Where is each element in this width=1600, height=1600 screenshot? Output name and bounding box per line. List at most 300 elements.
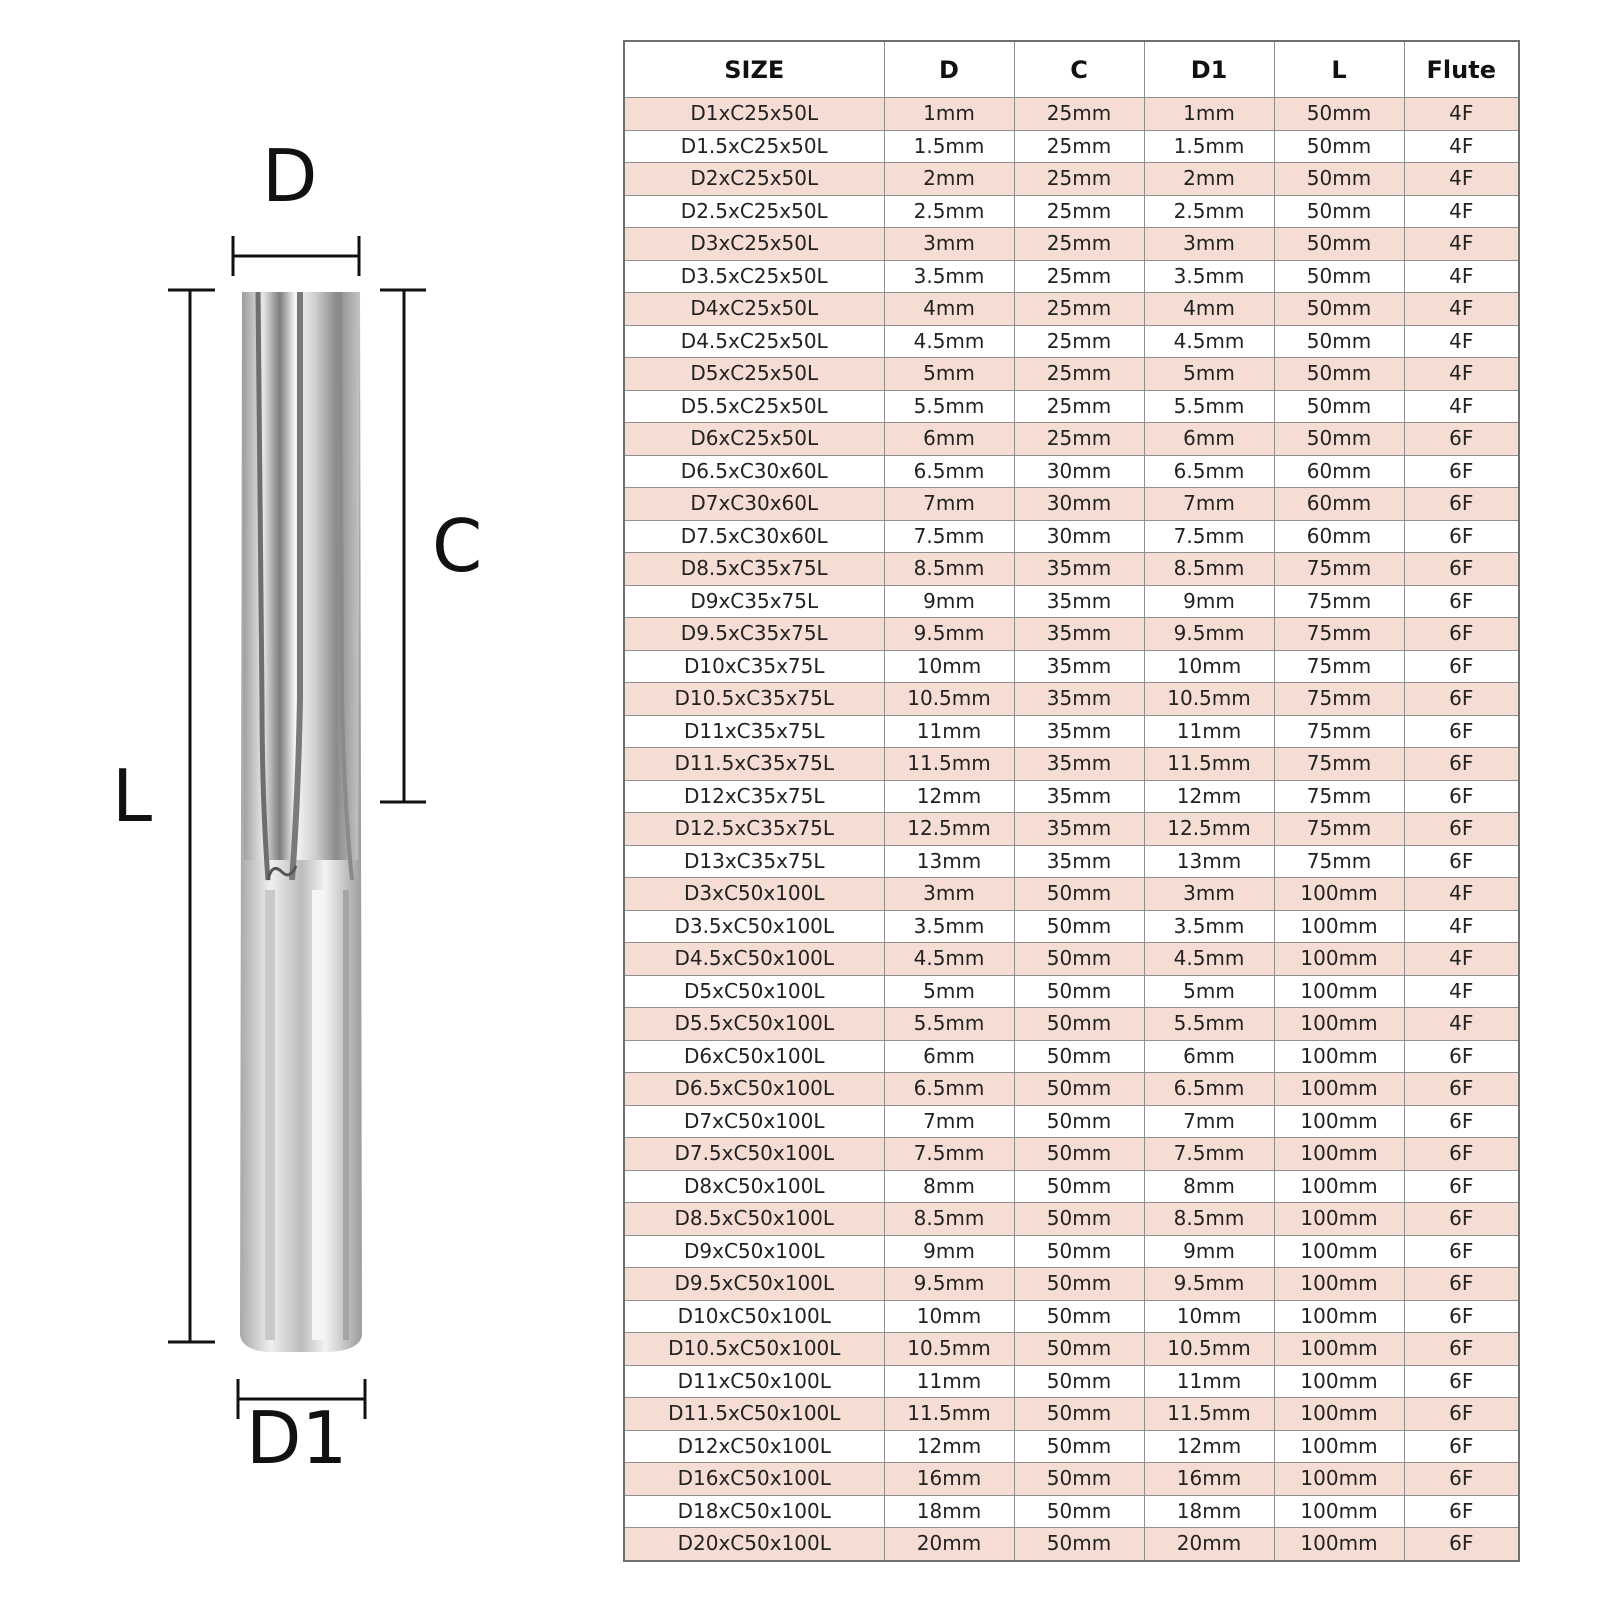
cell-c: 25mm xyxy=(1014,260,1144,293)
header-flute: Flute xyxy=(1404,41,1519,98)
cell-size: D11xC50x100L xyxy=(624,1365,884,1398)
cell-flute: 4F xyxy=(1404,1008,1519,1041)
cell-size: D18xC50x100L xyxy=(624,1495,884,1528)
cell-l: 75mm xyxy=(1274,813,1404,846)
dimension-d-line xyxy=(233,236,359,276)
cell-d1: 1.5mm xyxy=(1144,130,1274,163)
cell-l: 50mm xyxy=(1274,195,1404,228)
cell-d1: 18mm xyxy=(1144,1495,1274,1528)
cell-d: 11.5mm xyxy=(884,748,1014,781)
cell-d1: 11mm xyxy=(1144,715,1274,748)
cell-d1: 4.5mm xyxy=(1144,943,1274,976)
cell-c: 50mm xyxy=(1014,1495,1144,1528)
cell-size: D10xC35x75L xyxy=(624,650,884,683)
cell-d: 3.5mm xyxy=(884,260,1014,293)
table-row xyxy=(624,1040,1519,1073)
table-row xyxy=(624,715,1519,748)
cell-d: 8.5mm xyxy=(884,1203,1014,1236)
cell-c: 50mm xyxy=(1014,1365,1144,1398)
table-row xyxy=(624,260,1519,293)
cell-d: 7mm xyxy=(884,488,1014,521)
cell-size: D6.5xC50x100L xyxy=(624,1073,884,1106)
cell-l: 100mm xyxy=(1274,1040,1404,1073)
cell-l: 100mm xyxy=(1274,1073,1404,1106)
table-row xyxy=(624,585,1519,618)
cell-c: 35mm xyxy=(1014,683,1144,716)
table-row xyxy=(624,780,1519,813)
cell-d1: 6mm xyxy=(1144,1040,1274,1073)
cell-flute: 6F xyxy=(1404,683,1519,716)
cell-flute: 6F xyxy=(1404,1495,1519,1528)
cell-d1: 3mm xyxy=(1144,878,1274,911)
cell-d: 3.5mm xyxy=(884,910,1014,943)
cell-d: 9mm xyxy=(884,1235,1014,1268)
cell-d1: 7.5mm xyxy=(1144,1138,1274,1171)
header-size: SIZE xyxy=(624,41,884,98)
cell-size: D8.5xC50x100L xyxy=(624,1203,884,1236)
cell-l: 60mm xyxy=(1274,520,1404,553)
cell-flute: 4F xyxy=(1404,130,1519,163)
cell-c: 25mm xyxy=(1014,130,1144,163)
table-body xyxy=(624,98,1519,1561)
cell-c: 50mm xyxy=(1014,910,1144,943)
cell-d1: 8mm xyxy=(1144,1170,1274,1203)
cell-flute: 4F xyxy=(1404,98,1519,131)
cell-d: 4mm xyxy=(884,293,1014,326)
cell-d1: 11.5mm xyxy=(1144,748,1274,781)
cell-d1: 3.5mm xyxy=(1144,910,1274,943)
cell-l: 100mm xyxy=(1274,1008,1404,1041)
cell-d1: 4.5mm xyxy=(1144,325,1274,358)
cell-d: 3mm xyxy=(884,228,1014,261)
table-row xyxy=(624,650,1519,683)
cell-d: 1.5mm xyxy=(884,130,1014,163)
cell-d: 7.5mm xyxy=(884,1138,1014,1171)
cell-d: 5mm xyxy=(884,975,1014,1008)
cell-flute: 6F xyxy=(1404,1333,1519,1366)
cell-flute: 6F xyxy=(1404,455,1519,488)
cell-l: 50mm xyxy=(1274,130,1404,163)
header-c: C xyxy=(1014,41,1144,98)
cell-size: D4xC25x50L xyxy=(624,293,884,326)
cell-d1: 5.5mm xyxy=(1144,1008,1274,1041)
cell-c: 25mm xyxy=(1014,98,1144,131)
cell-l: 100mm xyxy=(1274,910,1404,943)
cell-c: 50mm xyxy=(1014,1073,1144,1106)
cell-size: D10.5xC50x100L xyxy=(624,1333,884,1366)
cell-l: 100mm xyxy=(1274,1495,1404,1528)
cell-flute: 4F xyxy=(1404,163,1519,196)
cell-c: 30mm xyxy=(1014,455,1144,488)
cell-d1: 6mm xyxy=(1144,423,1274,456)
cell-d1: 6.5mm xyxy=(1144,1073,1274,1106)
table-row xyxy=(624,1138,1519,1171)
cell-size: D1.5xC25x50L xyxy=(624,130,884,163)
table-row xyxy=(624,1268,1519,1301)
cell-flute: 4F xyxy=(1404,358,1519,391)
cell-l: 75mm xyxy=(1274,748,1404,781)
cell-c: 35mm xyxy=(1014,715,1144,748)
table-row xyxy=(624,975,1519,1008)
table-row xyxy=(624,455,1519,488)
cell-d: 6mm xyxy=(884,423,1014,456)
table-row xyxy=(624,1528,1519,1561)
cell-l: 50mm xyxy=(1274,228,1404,261)
table-row xyxy=(624,1430,1519,1463)
cell-c: 50mm xyxy=(1014,1463,1144,1496)
cell-d1: 7mm xyxy=(1144,1105,1274,1138)
cell-size: D13xC35x75L xyxy=(624,845,884,878)
table-row xyxy=(624,845,1519,878)
cell-l: 50mm xyxy=(1274,163,1404,196)
cell-d: 7mm xyxy=(884,1105,1014,1138)
cell-d1: 20mm xyxy=(1144,1528,1274,1561)
cell-l: 75mm xyxy=(1274,650,1404,683)
cell-flute: 6F xyxy=(1404,1040,1519,1073)
cell-d: 11mm xyxy=(884,715,1014,748)
cell-flute: 6F xyxy=(1404,1463,1519,1496)
cell-size: D11.5xC50x100L xyxy=(624,1398,884,1431)
cell-size: D8xC50x100L xyxy=(624,1170,884,1203)
cell-flute: 6F xyxy=(1404,1300,1519,1333)
cell-l: 100mm xyxy=(1274,1235,1404,1268)
cell-c: 35mm xyxy=(1014,845,1144,878)
cell-size: D7xC30x60L xyxy=(624,488,884,521)
cell-d1: 2mm xyxy=(1144,163,1274,196)
cell-d: 9mm xyxy=(884,585,1014,618)
table-row xyxy=(624,228,1519,261)
table-row xyxy=(624,1105,1519,1138)
reamer-tool-image xyxy=(240,292,362,1352)
cell-flute: 6F xyxy=(1404,715,1519,748)
cell-c: 25mm xyxy=(1014,325,1144,358)
table-row xyxy=(624,1398,1519,1431)
cell-size: D16xC50x100L xyxy=(624,1463,884,1496)
cell-size: D6xC50x100L xyxy=(624,1040,884,1073)
cell-size: D3xC25x50L xyxy=(624,228,884,261)
table-row xyxy=(624,98,1519,131)
cell-size: D9xC50x100L xyxy=(624,1235,884,1268)
cell-d: 7.5mm xyxy=(884,520,1014,553)
cell-c: 35mm xyxy=(1014,553,1144,586)
cell-l: 50mm xyxy=(1274,325,1404,358)
cell-flute: 4F xyxy=(1404,390,1519,423)
table-row xyxy=(624,1463,1519,1496)
table-row xyxy=(624,195,1519,228)
cell-l: 50mm xyxy=(1274,358,1404,391)
cell-flute: 4F xyxy=(1404,228,1519,261)
cell-flute: 4F xyxy=(1404,195,1519,228)
cell-l: 100mm xyxy=(1274,1203,1404,1236)
cell-size: D7xC50x100L xyxy=(624,1105,884,1138)
cell-c: 50mm xyxy=(1014,1170,1144,1203)
cell-l: 100mm xyxy=(1274,1398,1404,1431)
cell-l: 75mm xyxy=(1274,553,1404,586)
cell-d: 6.5mm xyxy=(884,455,1014,488)
cell-d: 5mm xyxy=(884,358,1014,391)
dimension-l-line xyxy=(168,290,215,1342)
cell-d1: 8.5mm xyxy=(1144,1203,1274,1236)
cell-size: D2.5xC25x50L xyxy=(624,195,884,228)
cell-flute: 6F xyxy=(1404,650,1519,683)
cell-l: 100mm xyxy=(1274,1105,1404,1138)
cell-d: 4.5mm xyxy=(884,943,1014,976)
cell-d1: 9mm xyxy=(1144,585,1274,618)
cell-c: 25mm xyxy=(1014,390,1144,423)
cell-d: 20mm xyxy=(884,1528,1014,1561)
cell-size: D2xC25x50L xyxy=(624,163,884,196)
cell-c: 30mm xyxy=(1014,488,1144,521)
cell-flute: 6F xyxy=(1404,618,1519,651)
cell-c: 25mm xyxy=(1014,163,1144,196)
cell-l: 75mm xyxy=(1274,845,1404,878)
cell-d: 10.5mm xyxy=(884,683,1014,716)
table-row xyxy=(624,293,1519,326)
cell-d1: 4mm xyxy=(1144,293,1274,326)
cell-size: D7.5xC30x60L xyxy=(624,520,884,553)
cell-size: D5xC25x50L xyxy=(624,358,884,391)
cell-flute: 6F xyxy=(1404,1073,1519,1106)
cell-l: 100mm xyxy=(1274,1170,1404,1203)
cell-d: 9.5mm xyxy=(884,618,1014,651)
cell-size: D11xC35x75L xyxy=(624,715,884,748)
table-row xyxy=(624,1008,1519,1041)
table-row xyxy=(624,163,1519,196)
cell-size: D11.5xC35x75L xyxy=(624,748,884,781)
cell-flute: 6F xyxy=(1404,1203,1519,1236)
cell-c: 35mm xyxy=(1014,618,1144,651)
cell-d: 11.5mm xyxy=(884,1398,1014,1431)
cell-c: 50mm xyxy=(1014,943,1144,976)
cell-flute: 6F xyxy=(1404,1138,1519,1171)
cell-d: 12mm xyxy=(884,780,1014,813)
cell-size: D10xC50x100L xyxy=(624,1300,884,1333)
cell-size: D4.5xC50x100L xyxy=(624,943,884,976)
cell-d: 1mm xyxy=(884,98,1014,131)
cell-d: 10mm xyxy=(884,650,1014,683)
cell-l: 75mm xyxy=(1274,780,1404,813)
cell-size: D5.5xC50x100L xyxy=(624,1008,884,1041)
cell-size: D12.5xC35x75L xyxy=(624,813,884,846)
header-d1: D1 xyxy=(1144,41,1274,98)
cell-l: 100mm xyxy=(1274,1430,1404,1463)
cell-d: 5.5mm xyxy=(884,1008,1014,1041)
dimension-label-l: L xyxy=(112,754,153,838)
cell-d1: 3mm xyxy=(1144,228,1274,261)
cell-d: 12mm xyxy=(884,1430,1014,1463)
cell-c: 25mm xyxy=(1014,358,1144,391)
cell-flute: 6F xyxy=(1404,1170,1519,1203)
cell-flute: 6F xyxy=(1404,1235,1519,1268)
cell-d1: 7.5mm xyxy=(1144,520,1274,553)
cell-d1: 12mm xyxy=(1144,1430,1274,1463)
cell-flute: 4F xyxy=(1404,878,1519,911)
cell-flute: 6F xyxy=(1404,520,1519,553)
cell-c: 50mm xyxy=(1014,1300,1144,1333)
cell-l: 100mm xyxy=(1274,1268,1404,1301)
cell-c: 35mm xyxy=(1014,813,1144,846)
cell-d1: 5mm xyxy=(1144,358,1274,391)
table-row xyxy=(624,1170,1519,1203)
cell-flute: 4F xyxy=(1404,910,1519,943)
cell-flute: 6F xyxy=(1404,423,1519,456)
cell-d: 2mm xyxy=(884,163,1014,196)
cell-d1: 12.5mm xyxy=(1144,813,1274,846)
cell-l: 50mm xyxy=(1274,98,1404,131)
cell-flute: 4F xyxy=(1404,325,1519,358)
cell-d1: 11.5mm xyxy=(1144,1398,1274,1431)
cell-l: 50mm xyxy=(1274,390,1404,423)
table-row xyxy=(624,358,1519,391)
cell-l: 75mm xyxy=(1274,618,1404,651)
cell-size: D9.5xC35x75L xyxy=(624,618,884,651)
cell-d: 3mm xyxy=(884,878,1014,911)
cell-d1: 9.5mm xyxy=(1144,618,1274,651)
cell-flute: 4F xyxy=(1404,260,1519,293)
cell-d1: 10mm xyxy=(1144,1300,1274,1333)
cell-c: 50mm xyxy=(1014,878,1144,911)
cell-d: 8mm xyxy=(884,1170,1014,1203)
table-row xyxy=(624,423,1519,456)
cell-l: 100mm xyxy=(1274,1138,1404,1171)
table-row xyxy=(624,813,1519,846)
header-d: D xyxy=(884,41,1014,98)
spec-table xyxy=(623,40,1520,1562)
cell-c: 50mm xyxy=(1014,1235,1144,1268)
dimension-label-d: D xyxy=(262,134,318,218)
table-row xyxy=(624,943,1519,976)
cell-size: D9.5xC50x100L xyxy=(624,1268,884,1301)
cell-l: 100mm xyxy=(1274,975,1404,1008)
cell-d1: 2.5mm xyxy=(1144,195,1274,228)
cell-d: 9.5mm xyxy=(884,1268,1014,1301)
cell-c: 50mm xyxy=(1014,975,1144,1008)
cell-l: 60mm xyxy=(1274,488,1404,521)
cell-d1: 16mm xyxy=(1144,1463,1274,1496)
cell-l: 60mm xyxy=(1274,455,1404,488)
cell-d1: 1mm xyxy=(1144,98,1274,131)
cell-size: D9xC35x75L xyxy=(624,585,884,618)
cell-c: 50mm xyxy=(1014,1268,1144,1301)
cell-l: 100mm xyxy=(1274,1333,1404,1366)
cell-flute: 6F xyxy=(1404,845,1519,878)
cell-c: 35mm xyxy=(1014,780,1144,813)
cell-l: 100mm xyxy=(1274,878,1404,911)
table-row xyxy=(624,390,1519,423)
dimension-c-line xyxy=(380,290,426,802)
cell-size: D3.5xC50x100L xyxy=(624,910,884,943)
cell-d1: 10.5mm xyxy=(1144,683,1274,716)
table-row xyxy=(624,683,1519,716)
cell-size: D7.5xC50x100L xyxy=(624,1138,884,1171)
cell-flute: 6F xyxy=(1404,553,1519,586)
cell-c: 50mm xyxy=(1014,1528,1144,1561)
cell-c: 25mm xyxy=(1014,293,1144,326)
cell-c: 50mm xyxy=(1014,1430,1144,1463)
cell-d: 5.5mm xyxy=(884,390,1014,423)
cell-size: D4.5xC25x50L xyxy=(624,325,884,358)
table-row xyxy=(624,520,1519,553)
cell-c: 50mm xyxy=(1014,1040,1144,1073)
table-row xyxy=(624,1203,1519,1236)
cell-c: 30mm xyxy=(1014,520,1144,553)
cell-flute: 6F xyxy=(1404,1105,1519,1138)
cell-size: D5.5xC25x50L xyxy=(624,390,884,423)
table-row xyxy=(624,325,1519,358)
cell-c: 50mm xyxy=(1014,1138,1144,1171)
cell-size: D1xC25x50L xyxy=(624,98,884,131)
dimension-label-c: C xyxy=(432,504,483,588)
table-row xyxy=(624,1235,1519,1268)
cell-flute: 6F xyxy=(1404,748,1519,781)
cell-flute: 6F xyxy=(1404,780,1519,813)
cell-d: 12.5mm xyxy=(884,813,1014,846)
cell-d1: 9.5mm xyxy=(1144,1268,1274,1301)
cell-d1: 9mm xyxy=(1144,1235,1274,1268)
cell-flute: 6F xyxy=(1404,1268,1519,1301)
cell-d1: 8.5mm xyxy=(1144,553,1274,586)
cell-size: D12xC35x75L xyxy=(624,780,884,813)
table-row xyxy=(624,1495,1519,1528)
table-row xyxy=(624,130,1519,163)
cell-flute: 6F xyxy=(1404,1365,1519,1398)
cell-d1: 3.5mm xyxy=(1144,260,1274,293)
cell-d1: 11mm xyxy=(1144,1365,1274,1398)
cell-size: D12xC50x100L xyxy=(624,1430,884,1463)
cell-size: D10.5xC35x75L xyxy=(624,683,884,716)
cell-l: 75mm xyxy=(1274,715,1404,748)
table-row xyxy=(624,553,1519,586)
table-row xyxy=(624,618,1519,651)
table-row xyxy=(624,1073,1519,1106)
cell-l: 100mm xyxy=(1274,1463,1404,1496)
cell-d1: 6.5mm xyxy=(1144,455,1274,488)
cell-c: 35mm xyxy=(1014,748,1144,781)
cell-flute: 6F xyxy=(1404,813,1519,846)
cell-c: 50mm xyxy=(1014,1398,1144,1431)
cell-c: 50mm xyxy=(1014,1203,1144,1236)
cell-l: 100mm xyxy=(1274,943,1404,976)
cell-l: 50mm xyxy=(1274,293,1404,326)
cell-c: 25mm xyxy=(1014,195,1144,228)
cell-c: 35mm xyxy=(1014,585,1144,618)
cell-size: D8.5xC35x75L xyxy=(624,553,884,586)
table-row xyxy=(624,748,1519,781)
cell-d1: 10mm xyxy=(1144,650,1274,683)
cell-l: 50mm xyxy=(1274,260,1404,293)
cell-c: 25mm xyxy=(1014,228,1144,261)
cell-size: D5xC50x100L xyxy=(624,975,884,1008)
cell-size: D3.5xC25x50L xyxy=(624,260,884,293)
cell-l: 50mm xyxy=(1274,423,1404,456)
cell-flute: 4F xyxy=(1404,943,1519,976)
table-row xyxy=(624,488,1519,521)
cell-flute: 4F xyxy=(1404,975,1519,1008)
cell-c: 50mm xyxy=(1014,1008,1144,1041)
cell-l: 100mm xyxy=(1274,1365,1404,1398)
dimension-label-d1: D1 xyxy=(246,1396,348,1480)
cell-d1: 12mm xyxy=(1144,780,1274,813)
cell-d: 6mm xyxy=(884,1040,1014,1073)
cell-c: 35mm xyxy=(1014,650,1144,683)
cell-c: 50mm xyxy=(1014,1333,1144,1366)
cell-d: 4.5mm xyxy=(884,325,1014,358)
cell-d: 10.5mm xyxy=(884,1333,1014,1366)
cell-size: D20xC50x100L xyxy=(624,1528,884,1561)
cell-d1: 10.5mm xyxy=(1144,1333,1274,1366)
table-header-row xyxy=(624,41,1519,98)
cell-flute: 6F xyxy=(1404,488,1519,521)
